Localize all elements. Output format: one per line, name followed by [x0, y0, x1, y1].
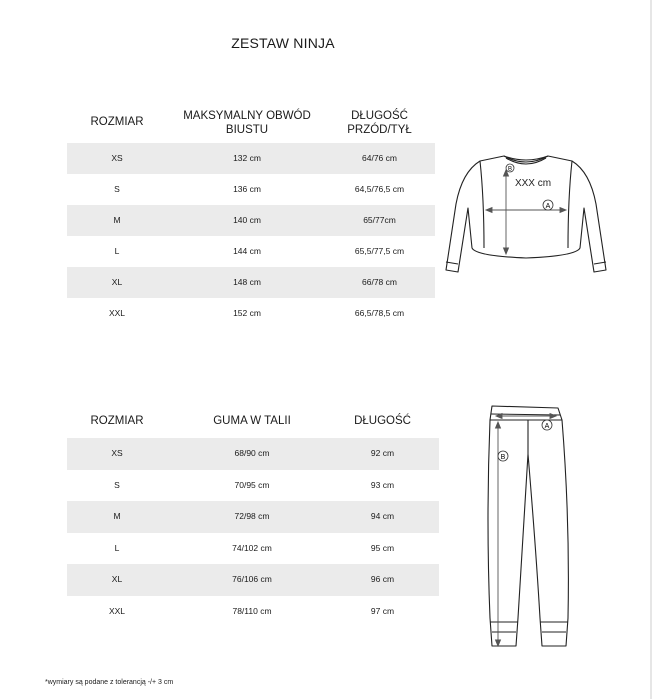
table-row — [67, 267, 435, 298]
length-cell: 94 cm — [370, 511, 395, 521]
pants-measure-lines — [496, 414, 557, 647]
table-row — [67, 596, 439, 628]
bust-cell: 140 cm — [233, 215, 261, 225]
length-arrow-top — [496, 422, 501, 428]
bust-cell: 144 cm — [233, 246, 261, 256]
table-row — [67, 564, 439, 596]
waist-cell: 70/95 cm — [234, 479, 270, 490]
table-header — [67, 109, 435, 143]
header-size: ROZMIAR — [90, 415, 144, 427]
size-cell: XS — [111, 448, 123, 458]
tolerance-footnote: *wymiary są podane z tolerancją -/+ 3 cm — [45, 679, 174, 686]
size-cell: M — [113, 511, 121, 521]
sweater-measure-label: XXX cm — [514, 178, 552, 189]
pants-marker-b — [498, 451, 508, 461]
svg-text:A: A — [544, 423, 550, 430]
size-cell: S — [114, 479, 120, 490]
waist-cell: 68/90 cm — [234, 448, 270, 458]
length-cell: 64/76 cm — [362, 153, 397, 163]
bottom-size-table — [67, 414, 439, 627]
sweater-marker-a — [543, 200, 553, 210]
table-header — [67, 414, 439, 438]
bust-cell: 136 cm — [233, 184, 261, 194]
length-cell: 66/78 cm — [362, 277, 397, 287]
pants-diagram — [478, 400, 584, 656]
length-cell: 64,5/76,5 cm — [354, 184, 405, 194]
table-row — [67, 143, 435, 174]
waist-cell: 72/98 cm — [234, 511, 270, 521]
svg-text:B: B — [500, 454, 506, 461]
page-title: ZESTAW NINJA — [231, 35, 335, 51]
size-cell: XXL — [108, 605, 126, 616]
bust-cell: 152 cm — [233, 308, 261, 318]
chest-arrow-right — [560, 208, 566, 213]
table-row — [67, 236, 435, 267]
header-size: ROZMIAR — [90, 116, 144, 128]
header-bust: MAKSYMALNY OBWÓD BIUSTU — [183, 110, 311, 136]
top-size-table — [67, 109, 435, 329]
length-cell: 65,5/77,5 cm — [354, 246, 405, 256]
length-arrow-bottom — [496, 640, 501, 646]
chest-arrow-left — [486, 208, 492, 213]
length-cell: 66,5/78,5 cm — [354, 308, 405, 318]
length-cell: 95 cm — [370, 542, 395, 553]
size-cell: XXL — [108, 308, 126, 318]
svg-text:B: B — [507, 166, 513, 173]
table-row — [67, 438, 439, 470]
size-cell: XL — [111, 277, 123, 287]
length-cell: 97 cm — [370, 605, 395, 616]
sweater-diagram — [444, 148, 608, 283]
bust-cell: 132 cm — [233, 153, 261, 163]
size-cell: XS — [111, 153, 123, 163]
pants-marker-a — [542, 420, 552, 430]
pants-outline — [488, 406, 568, 646]
size-cell: XL — [111, 574, 123, 584]
table-row — [67, 298, 435, 329]
size-cell: M — [113, 215, 121, 225]
header-length: DŁUGOŚĆ PRZÓD/TYŁ — [347, 110, 412, 136]
waist-arrow-right — [550, 414, 556, 419]
waist-cell: 76/106 cm — [232, 574, 272, 584]
table-row — [67, 205, 435, 236]
length-cell: 92 cm — [370, 448, 395, 458]
length-cell: 65/77cm — [363, 215, 396, 225]
size-cell: L — [114, 246, 120, 256]
sweater-outline — [446, 156, 606, 272]
table-row — [67, 470, 439, 502]
sweater-marker-b — [506, 164, 514, 173]
size-cell: L — [114, 542, 120, 553]
length-cell: 96 cm — [370, 574, 395, 584]
size-cell: S — [114, 184, 120, 194]
waist-cell: 74/102 cm — [232, 542, 272, 553]
table-row — [67, 174, 435, 205]
svg-text:A: A — [545, 203, 551, 210]
length-arrow-bottom — [504, 248, 509, 254]
bust-cell: 148 cm — [233, 277, 261, 287]
header-length: DŁUGOŚĆ — [354, 415, 411, 427]
table-row — [67, 533, 439, 565]
table-row — [67, 501, 439, 533]
waist-cell: 78/110 cm — [232, 605, 272, 616]
header-waist: GUMA W TALII — [213, 415, 291, 427]
length-cell: 93 cm — [370, 479, 395, 490]
